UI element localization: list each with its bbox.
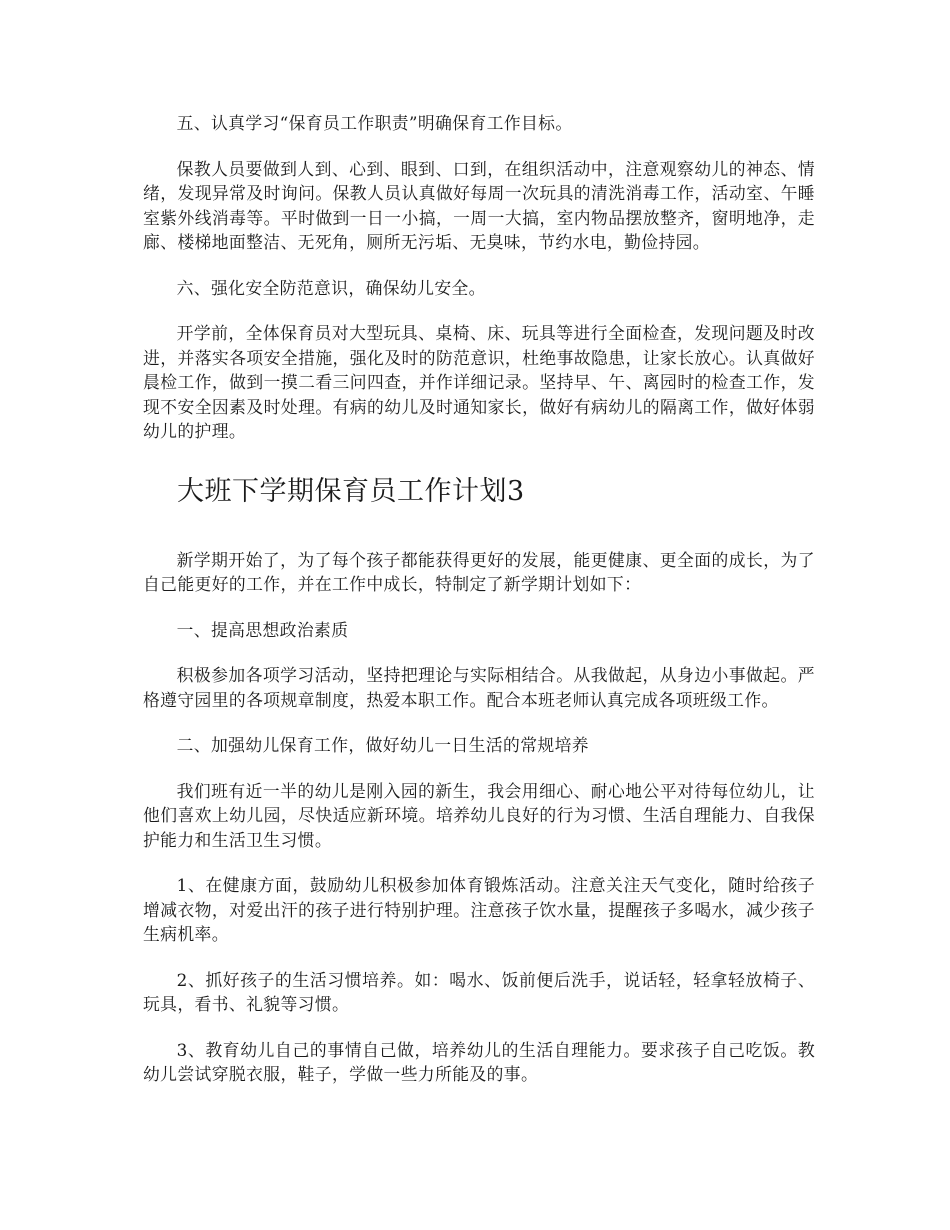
list-item-2: 2、抓好孩子的生活习惯培养。如：喝水、饭前便后洗手，说话轻，轻拿轻放椅子、玩具，看书、礼貌等习惯。 [143,969,815,1014]
body-paragraph: 积极参加各项学习活动，坚持把理论与实际相结合。从我做起，从身边小事做起。严格遵守园里的各项规章制度，热爱本职工作。配合本班老师认真完成各项班级工作。 [143,665,815,710]
document-page [143,111,815,1087]
list-item-3: 3、教育幼儿自己的事情自己做，培养幼儿的生活自理能力。要求孩子自己吃饭。教幼儿尝试穿脱衣服，鞋子，学做一些力所能及的事。 [143,1039,815,1084]
intro-paragraph: 新学期开始了，为了每个孩子都能获得更好的发展，能更健康、更全面的成长，为了自己能更好的工作，并在工作中成长，特制定了新学期计划如下： [143,549,815,594]
heading-item-6: 六、强化安全防范意识，确保幼儿安全。 [176,277,486,298]
heading-item-2: 二、加强幼儿保育工作，做好幼儿一日生活的常规培养 [176,735,589,755]
body-paragraph: 我们班有近一半的幼儿是刚入园的新生，我会用细心、耐心地公平对待每位幼儿，让他们喜欢上幼儿园，尽快适应新环境。培养幼儿良好的行为习惯、生活自理能力、自我保护能力和生活卫生习惯。 [143,780,815,850]
section-title: 大班下学期保育员工作计划3 [177,475,525,507]
list-item-1: 1、在健康方面，鼓励幼儿积极参加体育锻炼活动。注意关注天气变化，随时给孩子增减衣物，对爱出汗的孩子进行特别护理。注意孩子饮水量，提醒孩子多喝水，减少孩子生病机率。 [143,875,815,944]
heading-item-1: 一、提高思想政治素质 [176,619,349,640]
heading-item-5: 五、认真学习“保育员工作职责”明确保育工作目标。 [176,113,573,133]
body-paragraph: 开学前，全体保育员对大型玩具、桌椅、床、玩具等进行全面检查，发现问题及时改进，并落实各项安全措施，强化及时的防范意识，杜绝事故隐患，让家长放心。认真做好晨检工作，做到一摸二看三问四查，并作详细记录。坚持早、午、离园时的检查工作，发现不安全因素及时处理。有病的幼儿及时通知家长，做好有病幼儿的隔离工作，做好体弱幼儿的护理。 [143,323,815,441]
body-paragraph: 保教人员要做到人到、心到、眼到、口到，在组织活动中，注意观察幼儿的神态、情绪，发现异常及时询问。保教人员认真做好每周一次玩具的清洗消毒工作，活动室、午睡室紫外线消毒等。平时做到一日一小搞，一周一大搞，室内物品摆放整齐，窗明地净，走廊、楼梯地面整洁、无死角，厕所无污垢、无臭味，节约水电，勤俭持园。 [143,158,815,252]
